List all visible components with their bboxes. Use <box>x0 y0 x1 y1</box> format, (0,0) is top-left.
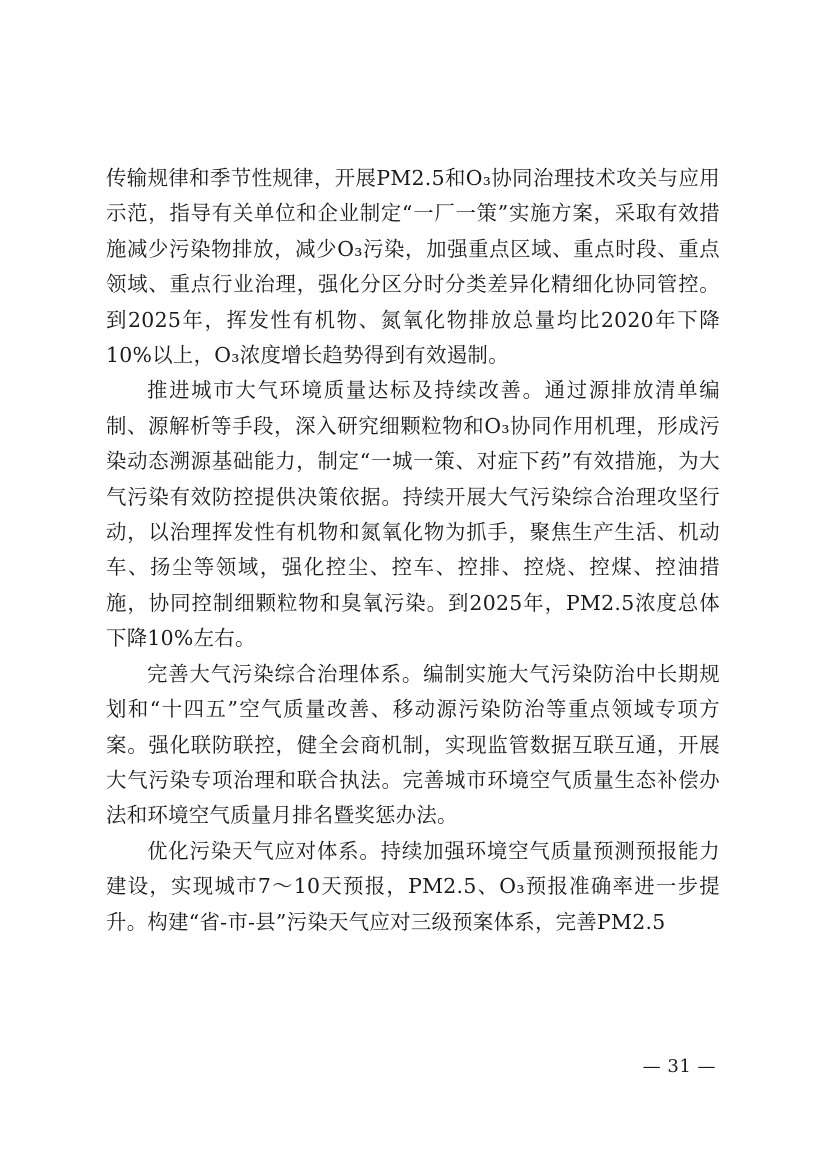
paragraph-continuation: 传输规律和季节性规律，开展PM2.5和O₃协同治理技术攻关与应用示范，指导有关单位和企业制定“一厂一策”实施方案，采取有效措施减少污染物排放，减少O₃污染，加强重点区域、重点时段、重点领域、重点行业治理，强化分区分时分类差异化精细化协同管控。到2025年，挥发性有机物、氮氧化物排放总量均比2020年下降10%以上，O₃浓度增长趋势得到有效遏制。 <box>106 166 720 368</box>
paragraph-governance-system: 完善大气污染综合治理体系。编制实施大气污染防治中长期规划和“十四五”空气质量改善、移动源污染防治等重点领域专项方案。强化联防联控，健全会商机制，实现监管数据互联互通，开展大气污染专项治理和联合执法。完善城市环境空气质量生态补偿办法和环境空气质量月排名暨奖惩办法。 <box>106 661 720 828</box>
body-text <box>106 161 720 940</box>
page-number: — 31 — <box>642 1056 716 1077</box>
paragraph-weather-response: 优化污染天气应对体系。持续加强环境空气质量预测预报能力建设，实现城市7～10天预报，PM2.5、O₃预报准确率进一步提升。构建“省-市-县”污染天气应对三级预案体系，完善PM2.5 <box>106 838 720 934</box>
paragraph-city-air-quality: 推进城市大气环境质量达标及持续改善。通过源排放清单编制、源解析等手段，深入研究细颗粒物和O₃协同作用机理，形成污染动态溯源基础能力，制定“一城一策、对症下药”有效措施，为大气污染有效防控提供决策依据。持续开展大气污染综合治理攻坚行动，以治理挥发性有机物和氮氧化物为抓手，聚焦生产生活、机动车、扬尘等领域，强化控尘、控车、控排、控烧、控煤、控油措施，协同控制细颗粒物和臭氧污染。到2025年，PM2.5浓度总体下降10%左右。 <box>106 378 720 651</box>
